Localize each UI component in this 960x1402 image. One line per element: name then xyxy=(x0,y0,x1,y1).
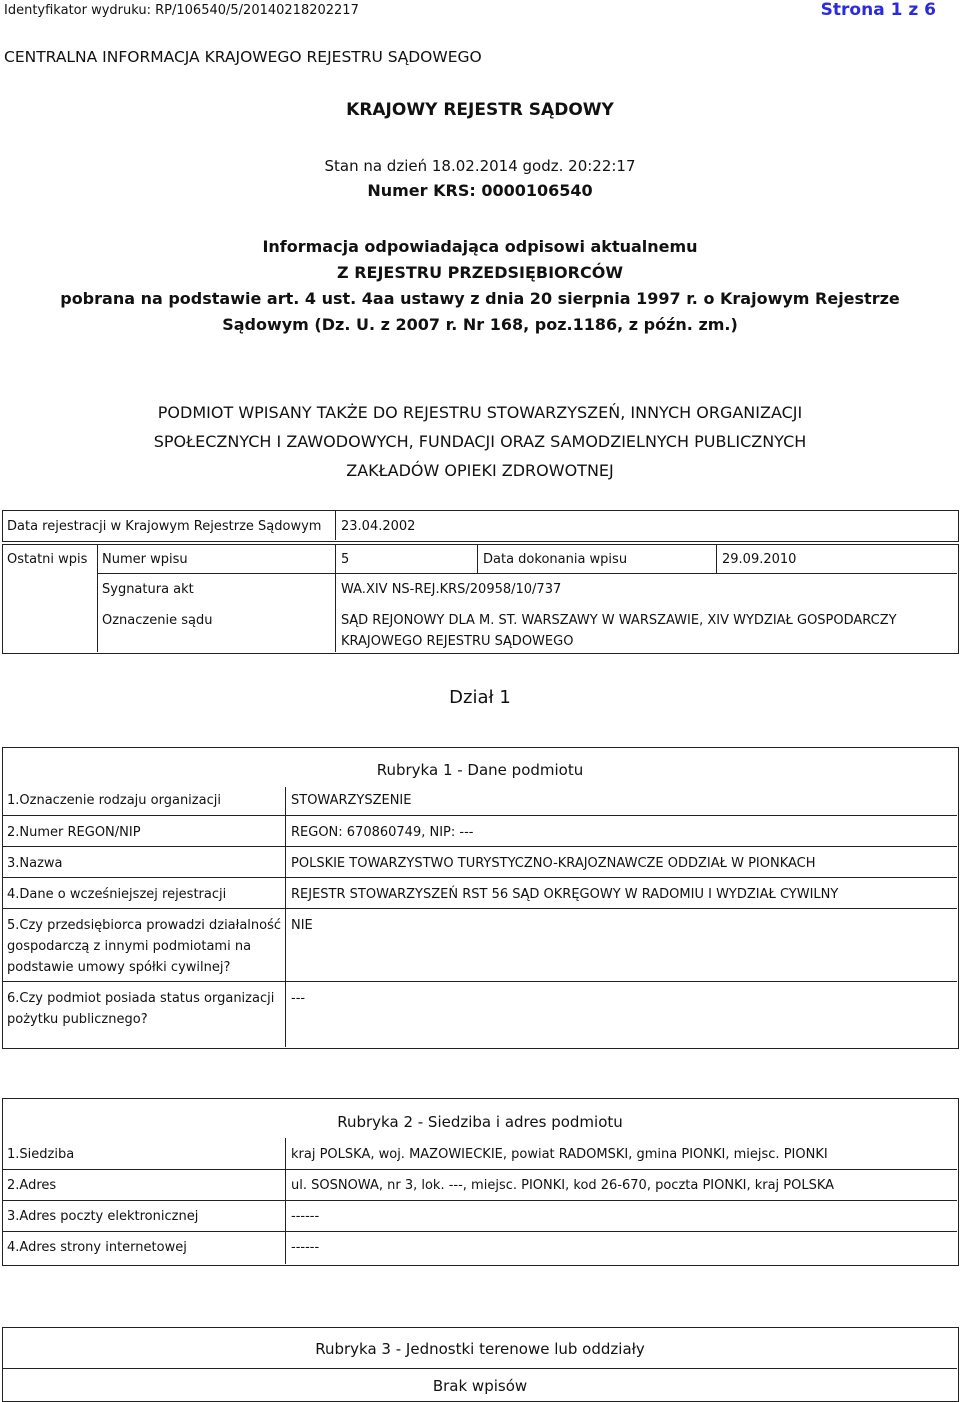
row-label-line: pożytku publicznego? xyxy=(7,1012,148,1027)
row-value: ------ xyxy=(291,1209,320,1224)
print-identifier: Identyfikator wydruku: RP/106540/5/20140218202217 xyxy=(4,3,359,18)
row-label: 3.Adres poczty elektronicznej xyxy=(7,1209,199,1224)
row-value: POLSKIE TOWARZYSTWO TURYSTYCZNO-KRAJOZNAWCZE ODDZIAŁ W PIONKACH xyxy=(291,856,816,871)
divider xyxy=(285,787,286,1047)
row-label: 4.Dane o wcześniejszej rejestracji xyxy=(7,887,227,902)
row-value: ------ xyxy=(291,1240,320,1255)
divider xyxy=(285,1138,286,1264)
row-label: 2.Adres xyxy=(7,1178,57,1193)
divider xyxy=(2,846,957,847)
divider xyxy=(2,815,957,816)
row-value: STOWARZYSZENIE xyxy=(291,793,412,808)
court-value-line: SĄD REJONOWY DLA M. ST. WARSZAWY W WARSZAWIE, XIV WYDZIAŁ GOSPODARCZY xyxy=(341,613,897,628)
notice-line: PODMIOT WPISANY TAKŻE DO REJESTRU STOWARZYSZEŃ, INNYCH ORGANIZACJI xyxy=(157,403,803,422)
row-value: REJESTR STOWARZYSZEŃ RST 56 SĄD OKRĘGOWY W RADOMIU I WYDZIAŁ CYWILNY xyxy=(291,887,839,902)
row-label-line: 6.Czy podmiot posiada status organizacji xyxy=(7,991,275,1006)
row-value: NIE xyxy=(291,918,313,933)
row-value: ul. SOSNOWA, nr 3, lok. ---, miejsc. PIONKI, kod 26-670, poczta PIONKI, kraj POLSKA xyxy=(291,1178,835,1193)
notice-line: SPOŁECZNYCH I ZAWODOWYCH, FUNDACJI ORAZ SAMODZIELNYCH PUBLICZNYCH xyxy=(153,432,807,451)
divider xyxy=(2,1169,957,1170)
divider xyxy=(2,908,957,909)
reg-date-label: Data rejestracji w Krajowym Rejestrze Sądowym xyxy=(7,519,322,534)
row-value: REGON: 670860749, NIP: --- xyxy=(291,825,474,840)
divider xyxy=(716,544,717,573)
entry-number-label: Numer wpisu xyxy=(102,552,188,567)
row-label: 3.Nazwa xyxy=(7,856,63,871)
reg-date-value: 23.04.2002 xyxy=(341,519,416,534)
notice-line: ZAKŁADÓW OPIEKI ZDROWOTNEJ xyxy=(346,461,614,480)
divider xyxy=(2,1200,957,1201)
entry-date-value: 29.09.2010 xyxy=(722,552,797,567)
register-title: KRAJOWY REJESTR SĄDOWY xyxy=(346,100,614,120)
rubryka-3-title: Rubryka 3 - Jednostki terenowe lub oddziały xyxy=(315,1340,645,1358)
krs-number: Numer KRS: 0000106540 xyxy=(367,181,593,200)
divider xyxy=(2,1231,957,1232)
section-title: Dział 1 xyxy=(449,687,511,708)
row-label-line: podstawie umowy spółki cywilnej? xyxy=(7,960,231,975)
row-label: 4.Adres strony internetowej xyxy=(7,1240,187,1255)
row-label-line: 5.Czy przedsiębiorca prowadzi działalność xyxy=(7,918,282,933)
rubryka-2-title: Rubryka 2 - Siedziba i adres podmiotu xyxy=(337,1113,623,1131)
info-line: Sądowym (Dz. U. z 2007 r. Nr 168, poz.1186, z późn. zm.) xyxy=(222,315,738,334)
entry-number-value: 5 xyxy=(341,552,350,567)
info-block xyxy=(0,234,960,338)
state-date: Stan na dzień 18.02.2014 godz. 20:22:17 xyxy=(324,157,636,175)
info-line: pobrana na podstawie art. 4 ust. 4aa ustawy z dnia 20 sierpnia 1997 r. o Krajowym Rejestrze xyxy=(60,289,900,308)
row-label: 1.Siedziba xyxy=(7,1147,75,1162)
entity-notice xyxy=(0,398,960,485)
row-label: 2.Numer REGON/NIP xyxy=(7,825,141,840)
last-entry-label: Ostatni wpis xyxy=(7,552,88,567)
row-label-line: gospodarczą z innymi podmiotami na xyxy=(7,939,252,954)
divider xyxy=(335,544,336,652)
row-value: --- xyxy=(291,991,306,1006)
divider xyxy=(335,510,336,540)
court-value-line: KRAJOWEGO REJESTRU SĄDOWEGO xyxy=(341,634,574,649)
divider xyxy=(2,877,957,878)
divider xyxy=(2,1368,957,1369)
rubryka-1-title: Rubryka 1 - Dane podmiotu xyxy=(376,761,584,779)
empty-entries: Brak wpisów xyxy=(432,1377,528,1395)
case-signature-label: Sygnatura akt xyxy=(102,582,194,597)
case-signature-value: WA.XIV NS-REJ.KRS/20958/10/737 xyxy=(341,582,562,597)
divider xyxy=(97,544,98,652)
court-label: Oznaczenie sądu xyxy=(102,613,213,628)
entry-date-label: Data dokonania wpisu xyxy=(483,552,628,567)
row-label: 1.Oznaczenie rodzaju organizacji xyxy=(7,793,221,808)
row-value: kraj POLSKA, woj. MAZOWIECKIE, powiat RADOMSKI, gmina PIONKI, miejsc. PIONKI xyxy=(291,1147,828,1162)
divider xyxy=(477,544,478,573)
divider xyxy=(2,981,957,982)
page-indicator: Strona 1 z 6 xyxy=(820,0,936,20)
divider xyxy=(97,573,957,574)
info-line: Z REJESTRU PRZEDSIĘBIORCÓW xyxy=(337,263,623,282)
info-line: Informacja odpowiadająca odpisowi aktualnemu xyxy=(262,237,698,256)
central-info-title: CENTRALNA INFORMACJA KRAJOWEGO REJESTRU SĄDOWEGO xyxy=(4,48,482,66)
